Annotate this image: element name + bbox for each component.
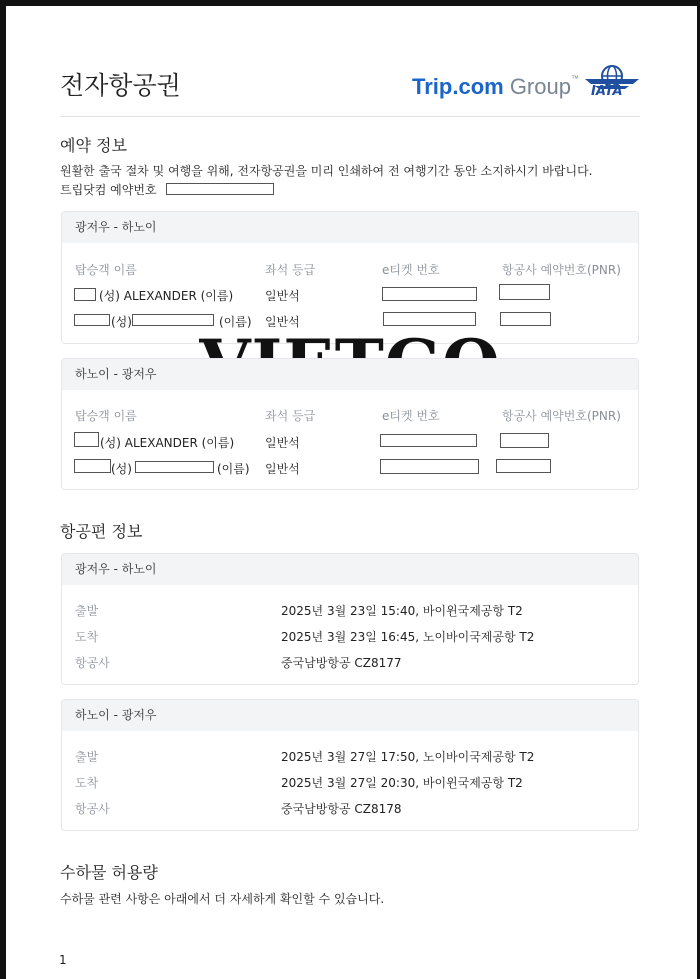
airline-label: 항공사 bbox=[75, 656, 110, 670]
airline-label: 항공사 bbox=[75, 802, 110, 816]
booking-number-redacted bbox=[166, 183, 274, 195]
seat-class-value: 일반석 bbox=[265, 289, 300, 303]
trip-com-group-logo bbox=[412, 74, 579, 100]
passenger-name: (성) ALEXANDER (이름) bbox=[99, 289, 234, 303]
surname-label: (성) bbox=[111, 315, 132, 329]
passenger-name: (성) ALEXANDER (이름) bbox=[100, 436, 235, 450]
col-pnr: 항공사 예약번호(PNR) bbox=[502, 409, 621, 423]
trip-logo-part-1: Trip bbox=[412, 74, 453, 99]
col-eticket: e티켓 번호 bbox=[382, 409, 440, 423]
trip-logo-tm: ™ bbox=[570, 74, 579, 83]
surname-label: (성) bbox=[111, 462, 132, 476]
iata-logo bbox=[583, 64, 641, 108]
departure-value: 2025년 3월 23일 15:40, 바이윈국제공항 T2 bbox=[281, 604, 523, 618]
col-seat-class: 좌석 등급 bbox=[265, 263, 316, 277]
flight-card-outbound bbox=[61, 553, 639, 685]
seat-class-value: 일반석 bbox=[265, 436, 300, 450]
col-passenger-name: 탑승객 이름 bbox=[75, 263, 137, 277]
eticket-redacted bbox=[383, 312, 476, 326]
surname-redacted bbox=[135, 461, 214, 473]
booking-number-label: 트립닷컴 예약번호 bbox=[60, 183, 157, 197]
ticket-route-title: 하노이 - 광저우 bbox=[62, 359, 638, 390]
arrival-value: 2025년 3월 23일 16:45, 노이바이국제공항 T2 bbox=[281, 630, 535, 644]
trip-logo-part-2: .com bbox=[452, 74, 504, 99]
arrival-value: 2025년 3월 27일 20:30, 바이윈국제공항 T2 bbox=[281, 776, 523, 790]
col-pnr: 항공사 예약번호(PNR) bbox=[502, 263, 621, 277]
flight-route-title: 광저우 - 하노이 bbox=[62, 554, 638, 585]
header-divider bbox=[60, 116, 640, 117]
eticket-redacted bbox=[380, 459, 479, 474]
document-title: 전자항공권 bbox=[60, 71, 181, 100]
arrival-label: 도착 bbox=[75, 776, 99, 790]
baggage-heading: 수하물 허용량 bbox=[60, 863, 158, 882]
seat-class-value: 일반석 bbox=[265, 462, 300, 476]
departure-value: 2025년 3월 27일 17:50, 노이바이국제공항 T2 bbox=[281, 750, 535, 764]
flight-route-title: 하노이 - 광저우 bbox=[62, 700, 638, 731]
airline-value: 중국남방항공 CZ8178 bbox=[281, 802, 402, 816]
passenger-title-redacted bbox=[74, 288, 96, 301]
pnr-redacted bbox=[500, 312, 551, 326]
col-seat-class: 좌석 등급 bbox=[265, 409, 316, 423]
baggage-notice: 수하물 관련 사항은 아래에서 더 자세하게 확인할 수 있습니다. bbox=[60, 892, 385, 906]
page-number: 1 bbox=[59, 953, 67, 967]
airline-value: 중국남방항공 CZ8177 bbox=[281, 656, 402, 670]
pnr-redacted bbox=[496, 459, 551, 473]
seat-class-value: 일반석 bbox=[265, 315, 300, 329]
col-eticket: e티켓 번호 bbox=[382, 263, 440, 277]
ticket-route-title: 광저우 - 하노이 bbox=[62, 212, 638, 243]
flight-card-return bbox=[61, 699, 639, 831]
given-name-label: (이름) bbox=[219, 315, 252, 329]
trip-logo-part-3: Group bbox=[503, 74, 571, 99]
booking-notice: 원활한 출국 절차 및 여행을 위해, 전자항공권을 미리 인쇄하여 전 여행기간 동안 소지하시기 바랍니다. bbox=[60, 164, 593, 178]
pnr-redacted bbox=[500, 433, 549, 448]
departure-label: 출발 bbox=[75, 750, 99, 764]
eticket-redacted bbox=[382, 287, 477, 301]
passenger-title-redacted bbox=[74, 432, 99, 447]
given-name-label: (이름) bbox=[217, 462, 250, 476]
flight-info-heading: 항공편 정보 bbox=[60, 522, 143, 541]
departure-label: 출발 bbox=[75, 604, 99, 618]
pnr-redacted bbox=[499, 284, 550, 300]
passenger-title-redacted bbox=[74, 459, 111, 473]
ticket-card-return bbox=[61, 358, 639, 490]
arrival-label: 도착 bbox=[75, 630, 99, 644]
col-passenger-name: 탑승객 이름 bbox=[75, 409, 137, 423]
booking-info-heading: 예약 정보 bbox=[60, 136, 127, 155]
iata-text: IATA bbox=[591, 84, 623, 99]
eticket-redacted bbox=[380, 434, 477, 447]
